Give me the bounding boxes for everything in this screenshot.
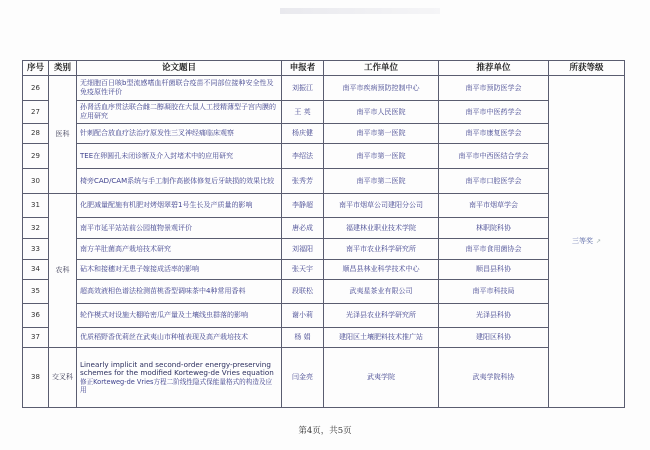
work-unit: 南平市第一医院 — [324, 144, 439, 169]
row-number: 32 — [23, 218, 49, 239]
paper-title: 化肥减量配施有机肥对烤烟翠碧1号生长及产质量的影响 — [77, 194, 282, 218]
row-number: 35 — [23, 280, 49, 304]
paper-title: 优质稻野香优莉丝在武夷山市种植表现及高产栽培技术 — [77, 328, 282, 348]
paper-title: 椅旁CAD/CAM系统与手工制作高嵌体修复后牙缺损的效果比较 — [77, 169, 282, 194]
work-unit: 南平市疾病预防控制中心 — [324, 76, 439, 101]
work-unit: 南平市人民医院 — [324, 101, 439, 124]
recommender: 南平市中医药学会 — [439, 101, 549, 124]
category-cell: 农科 — [49, 194, 77, 348]
award-level-cell — [549, 76, 625, 408]
table-row — [23, 280, 625, 304]
table-row — [23, 144, 625, 169]
row-number: 33 — [23, 239, 49, 260]
work-unit: 武夷星茶业有限公司 — [324, 280, 439, 304]
work-unit: 南平市第一医院 — [324, 124, 439, 144]
row-number: 36 — [23, 304, 49, 328]
recommender: 南平市中西医结合学会 — [439, 144, 549, 169]
row-number: 31 — [23, 194, 49, 218]
applicant: 王 英 — [282, 101, 324, 124]
applicant: 杨 娟 — [282, 328, 324, 348]
recommender: 武夷学院科协 — [439, 348, 549, 408]
applicant: 李静超 — [282, 194, 324, 218]
paper-title: 无细胞百日咳b型流感嗜血杆菌联合疫苗不同部位接种安全性及免疫原性评价 — [77, 76, 282, 101]
table-row — [23, 304, 625, 328]
row-number: 30 — [23, 169, 49, 194]
paper-title: 南方羊肚菌高产栽培技术研究 — [77, 239, 282, 260]
work-unit: 武夷学院 — [324, 348, 439, 408]
handwritten-mark: ↗ — [595, 238, 602, 245]
row-number: 34 — [23, 260, 49, 280]
row-number: 38 — [23, 348, 49, 408]
row-number: 28 — [23, 124, 49, 144]
paper-title: TEE在卵圆孔未闭诊断及介入封堵术中的应用研究 — [77, 144, 282, 169]
work-unit: 南平市烟草公司建阳分公司 — [324, 194, 439, 218]
paper-title: 轮作模式对设施大棚哈密瓜产量及土壤线虫群落的影响 — [77, 304, 282, 328]
applicant: 段联松 — [282, 280, 324, 304]
row-number: 26 — [23, 76, 49, 101]
recommender: 林职院科协 — [439, 218, 549, 239]
header-title: 论文题目 — [77, 61, 282, 76]
category-cell: 医科 — [49, 76, 77, 194]
table-row — [23, 76, 625, 101]
table-row — [23, 239, 625, 260]
work-unit: 南平市农业科学研究所 — [324, 239, 439, 260]
paper-title: 砧木和接穗对无患子嫁接成活率的影响 — [77, 260, 282, 280]
award-level: 三等奖 — [571, 237, 593, 245]
table-row — [23, 169, 625, 194]
paper-title-chinese: 修正Korteweg-de Vries方程二阶线性隐式保能量格式的构造及应用 — [80, 377, 273, 394]
row-number: 27 — [23, 101, 49, 124]
recommender: 南平市康复医学会 — [439, 124, 549, 144]
award-table — [22, 60, 625, 408]
paper-title: 超高效液相色谱法检测苗桃香型调味茶中4种常用香料 — [77, 280, 282, 304]
applicant: 张秀芳 — [282, 169, 324, 194]
table-row — [23, 194, 625, 218]
paper-title: 孙肾活血序贯法联合雌二醇凝胶在大鼠人工授精薄型子宫内膜的应用研究 — [77, 101, 282, 124]
paper-title — [77, 348, 282, 408]
recommender: 南平市烟草学会 — [439, 194, 549, 218]
recommender: 南平市预防医学会 — [439, 76, 549, 101]
paper-title-english: Linearly implicit and second-order energy-preserving schemes for the modified Korteweg-de Vries equation — [80, 360, 274, 378]
table-header-row — [23, 61, 625, 76]
header-category: 类别 — [49, 61, 77, 76]
table-row — [23, 260, 625, 280]
row-number: 29 — [23, 144, 49, 169]
table-row — [23, 328, 625, 348]
header-award-level: 所获等级 — [549, 61, 625, 76]
applicant: 杨庆健 — [282, 124, 324, 144]
row-number: 37 — [23, 328, 49, 348]
work-unit: 光泽县农业科学研究所 — [324, 304, 439, 328]
work-unit: 建阳区土壤肥料技术推广站 — [324, 328, 439, 348]
applicant: 闫金亮 — [282, 348, 324, 408]
recommender: 光泽县科协 — [439, 304, 549, 328]
recommender: 南平市食用菌协会 — [439, 239, 549, 260]
applicant: 李绍法 — [282, 144, 324, 169]
recommender: 南平市科技局 — [439, 280, 549, 304]
category-cell: 交叉科 — [49, 348, 77, 408]
work-unit: 福建林业职业技术学院 — [324, 218, 439, 239]
applicant: 刘振江 — [282, 76, 324, 101]
paper-title: 针刺配合放血疗法治疗原发性三叉神经痛临床观察 — [77, 124, 282, 144]
table-row — [23, 218, 625, 239]
page-footer: 第4页，共5页 — [298, 426, 352, 436]
applicant: 唐必成 — [282, 218, 324, 239]
scan-artifact — [280, 8, 440, 14]
header-applicant: 申报者 — [282, 61, 324, 76]
recommender: 建阳区科协 — [439, 328, 549, 348]
work-unit: 南平市第二医院 — [324, 169, 439, 194]
header-work-unit: 工作单位 — [324, 61, 439, 76]
paper-title: 南平市延平站站前公园植物景观评价 — [77, 218, 282, 239]
recommender: 顺昌县科协 — [439, 260, 549, 280]
recommender: 南平市口腔医学会 — [439, 169, 549, 194]
applicant: 刘福阳 — [282, 239, 324, 260]
header-recommender: 推荐单位 — [439, 61, 549, 76]
table-row — [23, 348, 625, 408]
header-no: 序号 — [23, 61, 49, 76]
table-row — [23, 124, 625, 144]
applicant: 谢小莉 — [282, 304, 324, 328]
applicant: 张天宇 — [282, 260, 324, 280]
work-unit: 顺昌县林业科学技术中心 — [324, 260, 439, 280]
table-row — [23, 101, 625, 124]
